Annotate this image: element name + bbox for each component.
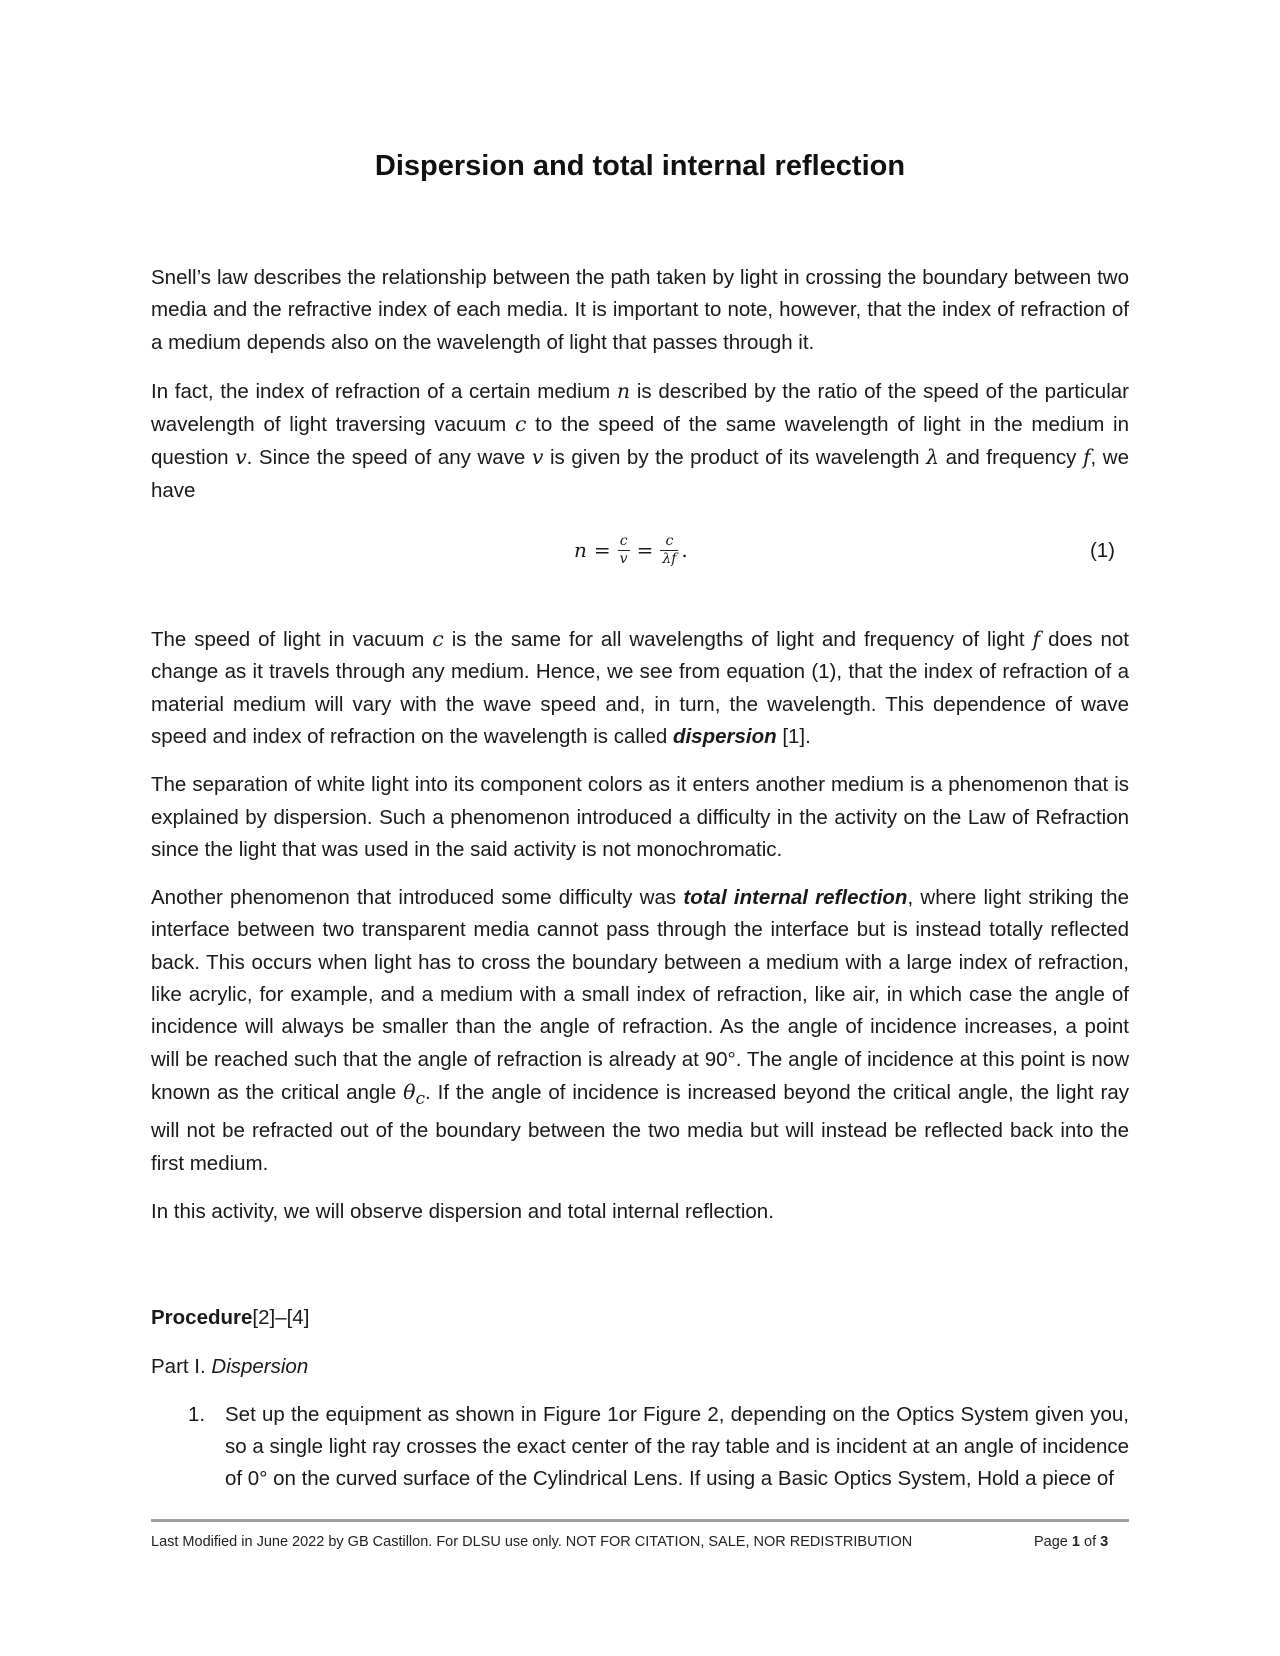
- text-run: [1].: [776, 724, 811, 748]
- eq-equals: =: [636, 537, 654, 562]
- math-lambda: λ: [926, 445, 940, 470]
- text-run: In fact, the index of refraction of a certain medium: [151, 379, 617, 403]
- equation-1: [151, 523, 1129, 595]
- procedure-heading-label: Procedure: [151, 1306, 253, 1330]
- text-run: is given by the product of its wavelength: [543, 446, 927, 470]
- part-heading: [151, 1351, 1129, 1383]
- eq-lhs: n: [574, 537, 587, 562]
- fraction-denominator: v: [619, 550, 628, 567]
- text-run: . Since the speed of any wave: [246, 446, 532, 470]
- paragraph-total-internal-reflection: [151, 882, 1129, 1180]
- paragraph-dispersion: [151, 623, 1129, 753]
- text-run: . If the angle of incidence is increased beyond the critical angle, the light ray will not be refracted out of the boundary between the two media but will instead be reflected back into the first medium.: [151, 1080, 1129, 1175]
- text-run: does not change as it travels through any medium. Hence, we see from equation (1), that the index of refraction of a material medium will vary with the wave speed and, in turn, the wavelength. This dependence of wave speed and index of refraction on the wavelength is called: [151, 628, 1129, 748]
- text-run: Another phenomenon that introduced some difficulty was: [151, 886, 684, 910]
- fraction-c-over-lambda-f: [660, 533, 678, 568]
- text-run: , where light striking the interface between two transparent media cannot pass through the interface but is instead totally reflected back. This occurs when light has to cross the boundary between a medium with a large index of refraction, like acrylic, for example, and a medium with a small index of refraction, like air, in which case the angle of incidence will always be smaller than the angle of refraction. As the angle of incidence increases, a point will be reached such that the angle of refraction is already at 90°. The angle of incidence at this point is now known as the critical angle: [151, 886, 1129, 1104]
- procedure-steps: [151, 1399, 1129, 1496]
- math-f: f: [1032, 627, 1041, 652]
- math-n: n: [616, 378, 631, 403]
- document-body: [151, 262, 1129, 1496]
- fraction-c-over-v: [618, 533, 630, 568]
- step-number: 1.: [188, 1402, 206, 1426]
- eq-equals: =: [593, 537, 611, 562]
- page-number: [1034, 1534, 1108, 1550]
- math-v: v: [235, 445, 247, 470]
- procedure-references: [2]–[4]: [252, 1306, 310, 1330]
- math-c: c: [514, 412, 527, 437]
- math-subscript-c: c: [415, 1089, 426, 1110]
- footer-notice: Last Modified in June 2022 by GB Castillon. For DLSU use only. NOT FOR CITATION, SALE, NOR REDISTRIBUTION: [151, 1534, 913, 1550]
- equation-number: (1): [1089, 539, 1115, 563]
- eq-period: .: [681, 537, 688, 562]
- math-theta: θ: [403, 1079, 416, 1104]
- text-run: is described by the ratio of the speed of the particular wavelength of light traversing vacuum: [151, 379, 1129, 437]
- page-of: of: [1079, 1534, 1101, 1550]
- text-run: and frequency: [939, 446, 1083, 470]
- text-run: to the speed of the same wavelength of light in the medium in question: [151, 413, 1130, 470]
- page-prefix: Page: [1034, 1534, 1072, 1550]
- part-label: Part I.: [151, 1354, 212, 1378]
- fraction-numerator: c: [665, 532, 674, 549]
- step-text: Set up the equipment as shown in Figure 1or Figure 2, depending on the Optics System given you, so a single light ray crosses the exact center of the ray table and is incident at an angle of incidence of 0° on the curved surface of the Cylindrical Lens. If using a Basic Optics System, Hold a piece of: [225, 1402, 1129, 1491]
- page-title: Dispersion and total internal reflection: [374, 150, 906, 182]
- text-run: The speed of light in vacuum: [151, 628, 433, 652]
- part-title: Dispersion: [211, 1354, 309, 1378]
- page-current: 1: [1071, 1534, 1080, 1550]
- paragraph-index-definition: [151, 375, 1129, 507]
- page-total: 3: [1100, 1534, 1109, 1550]
- term-dispersion: dispersion: [672, 724, 777, 748]
- paragraph-white-light: The separation of white light into its component colors as it enters another medium is a phenomenon that is explained by dispersion. Such a phenomenon introduced a difficulty in the activity on the Law of Refraction since the light that was used in the said activity is not monochromatic.: [151, 773, 1129, 861]
- fraction-numerator: c: [619, 532, 628, 549]
- math-f: f: [1082, 445, 1091, 470]
- footer-divider: [151, 1519, 1129, 1522]
- math-theta-c: [403, 1079, 426, 1110]
- math-v: v: [531, 445, 544, 470]
- math-c: c: [432, 627, 444, 652]
- term-total-internal-reflection: total internal reflection: [683, 886, 908, 910]
- text-run: , we have: [151, 446, 1129, 502]
- fraction-denominator: λf: [662, 550, 677, 567]
- text-run: is the same for all wavelengths of light and frequency of light: [443, 628, 1033, 652]
- spacer: [151, 1244, 1129, 1302]
- paragraph-activity-intro: In this activity, we will observe dispersion and total internal reflection.: [151, 1199, 774, 1223]
- list-item: [151, 1399, 1129, 1496]
- paragraph-snells-law: Snell’s law describes the relationship between the path taken by light in crossing the boundary between two media and the refractive index of each media. It is important to note, however, that the index of refraction of a medium depends also on the wavelength of light that passes through it.: [151, 266, 1129, 354]
- procedure-heading: [151, 1302, 1129, 1334]
- equation-body: [574, 525, 688, 575]
